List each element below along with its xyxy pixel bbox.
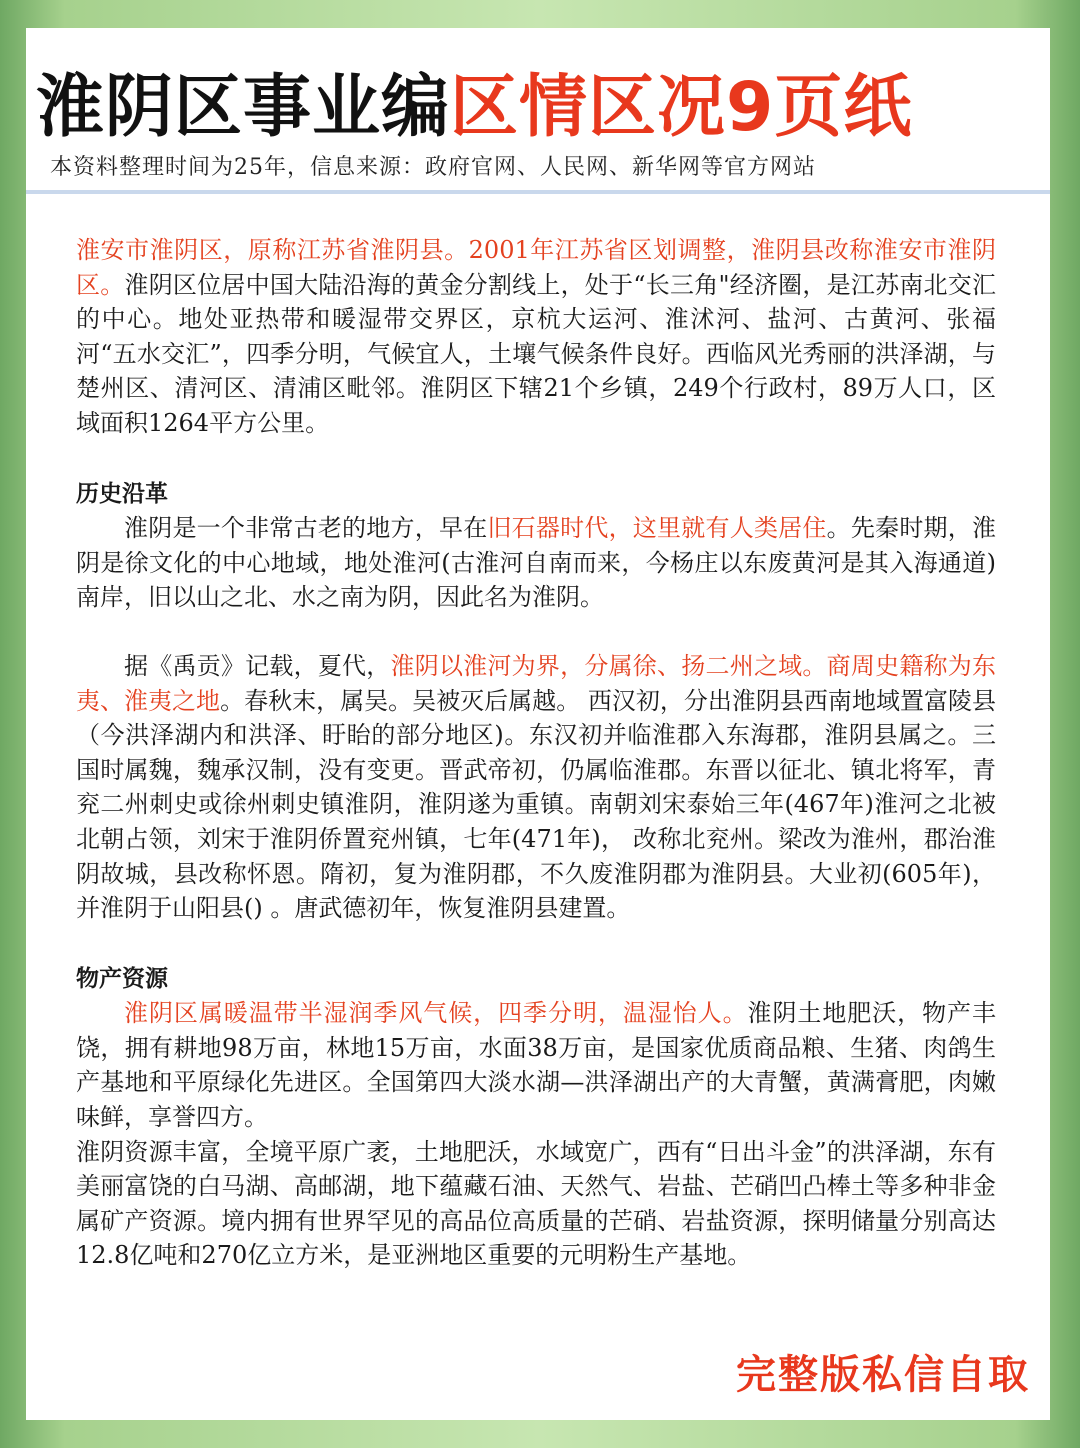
title-black-part: 淮阴区事业编 (36, 68, 451, 147)
resources-paragraph-1 (76, 996, 996, 1134)
history-p2-highlight: 淮阴以淮河为界，分属徐、扬二州之域。商周史籍称为东夷、淮夷之地 (76, 651, 996, 715)
call-to-action: 完整版私信自取 (736, 1352, 1030, 1398)
page-title (36, 58, 1036, 158)
resources-p1-highlight: 淮阴区属暖温带半湿润季风气候，四季分明，温湿怡人。 (124, 999, 748, 1028)
intro-highlight: 淮安市淮阴区，原称江苏省淮阴县。2001年江苏省区划调整，淮阴县改称淮安市淮阴区。 (76, 236, 996, 299)
divider (26, 190, 1050, 194)
source-note: 本资料整理时间为25年，信息来源：政府官网、人民网、新华网等官方网站 (50, 155, 816, 180)
document-page (26, 28, 1050, 1420)
history-p2-text-b: 。春秋末，属吴。吴被灭后属越。 西汉初，分出淮阴县西南地域置富陵县（今洪泽湖内和洪泽、盱眙的部分地区)。东汉初并临淮郡入东海郡，淮阴县属之。三国时属魏，魏承汉制，没有变更。晋武帝初，仍属临淮郡。东晋以征北、镇北将军，青兖二州刺史或徐州刺史镇淮阴，淮阴遂为重镇。南朝刘宋泰始三年(467年)淮河之北被北朝占领，刘宋于淮阴侨置兖州镇，七年(471年)， 改称北兖州。梁改为淮州，郡治淮阴故城，县改称怀恩。隋初，复为淮阴郡，不久废淮阴郡为淮阴县。大业初(605年)，并淮阴于山阳县() 。唐武德初年，恢复淮阴县建置。 (76, 686, 996, 923)
history-paragraph-1 (76, 511, 996, 615)
resources-heading: 物产资源 (76, 964, 168, 992)
intro-text: 淮阴区位居中国大陆沿海的黄金分割线上，处于“长三角"经济圈，是江苏南北交汇的中心。地处亚热带和暖湿带交界区，京杭大运河、淮沭河、盐河、古黄河、张福河“五水交汇”，四季分明，气候宜人，土壤气候条件良好。西临风光秀丽的洪泽湖，与楚州区、清河区、清浦区毗邻。淮阴区下辖21个乡镇，249个行政村，89万人口，区域面积1264平方公里。 (76, 270, 997, 437)
resources-paragraph-2: 淮阴资源丰富，全境平原广袤，土地肥沃，水域宽广，西有“日出斗金”的洪泽湖，东有美丽富饶的白马湖、高邮湖，地下蕴藏石油、天然气、岩盐、芒硝凹凸棒土等多种非金属矿产资源。境内拥有世界罕见的高品位高质量的芒硝、岩盐资源，探明储量分别高达12.8亿吨和270亿立方米，是亚洲地区重要的元明粉生产基地。 (76, 1137, 996, 1270)
resources-p1-text: 淮阴土地肥沃，物产丰饶，拥有耕地98万亩，林地15万亩，水面38万亩，是国家优质商品粮、生猪、肉鸽生产基地和平原绿化先进区。全国第四大淡水湖—洪泽湖出产的大青蟹，黄满膏肥，肉嫩味鲜，享誉四方。 (76, 999, 997, 1132)
history-paragraph-2 (76, 649, 996, 926)
history-p2-text-a: 据《禹贡》记载，夏代， (124, 651, 391, 680)
title-red-part: 区情区况9页纸 (450, 68, 913, 147)
history-heading: 历史沿革 (76, 479, 168, 507)
history-p1-text-a: 淮阴是一个非常古老的地方，早在 (124, 514, 488, 543)
history-p1-text-b: 。先秦时期，淮阴是徐文化的中心地域，地处淮河(古淮河自南而来，今杨庄以东废黄河是其入海通道)南岸，旧以山之北、水之南为阴，因此名为淮阴。 (76, 514, 997, 612)
intro-paragraph (76, 233, 996, 441)
history-p1-highlight: 旧石器时代，这里就有人类居住 (487, 514, 827, 543)
content-body (76, 233, 996, 1273)
